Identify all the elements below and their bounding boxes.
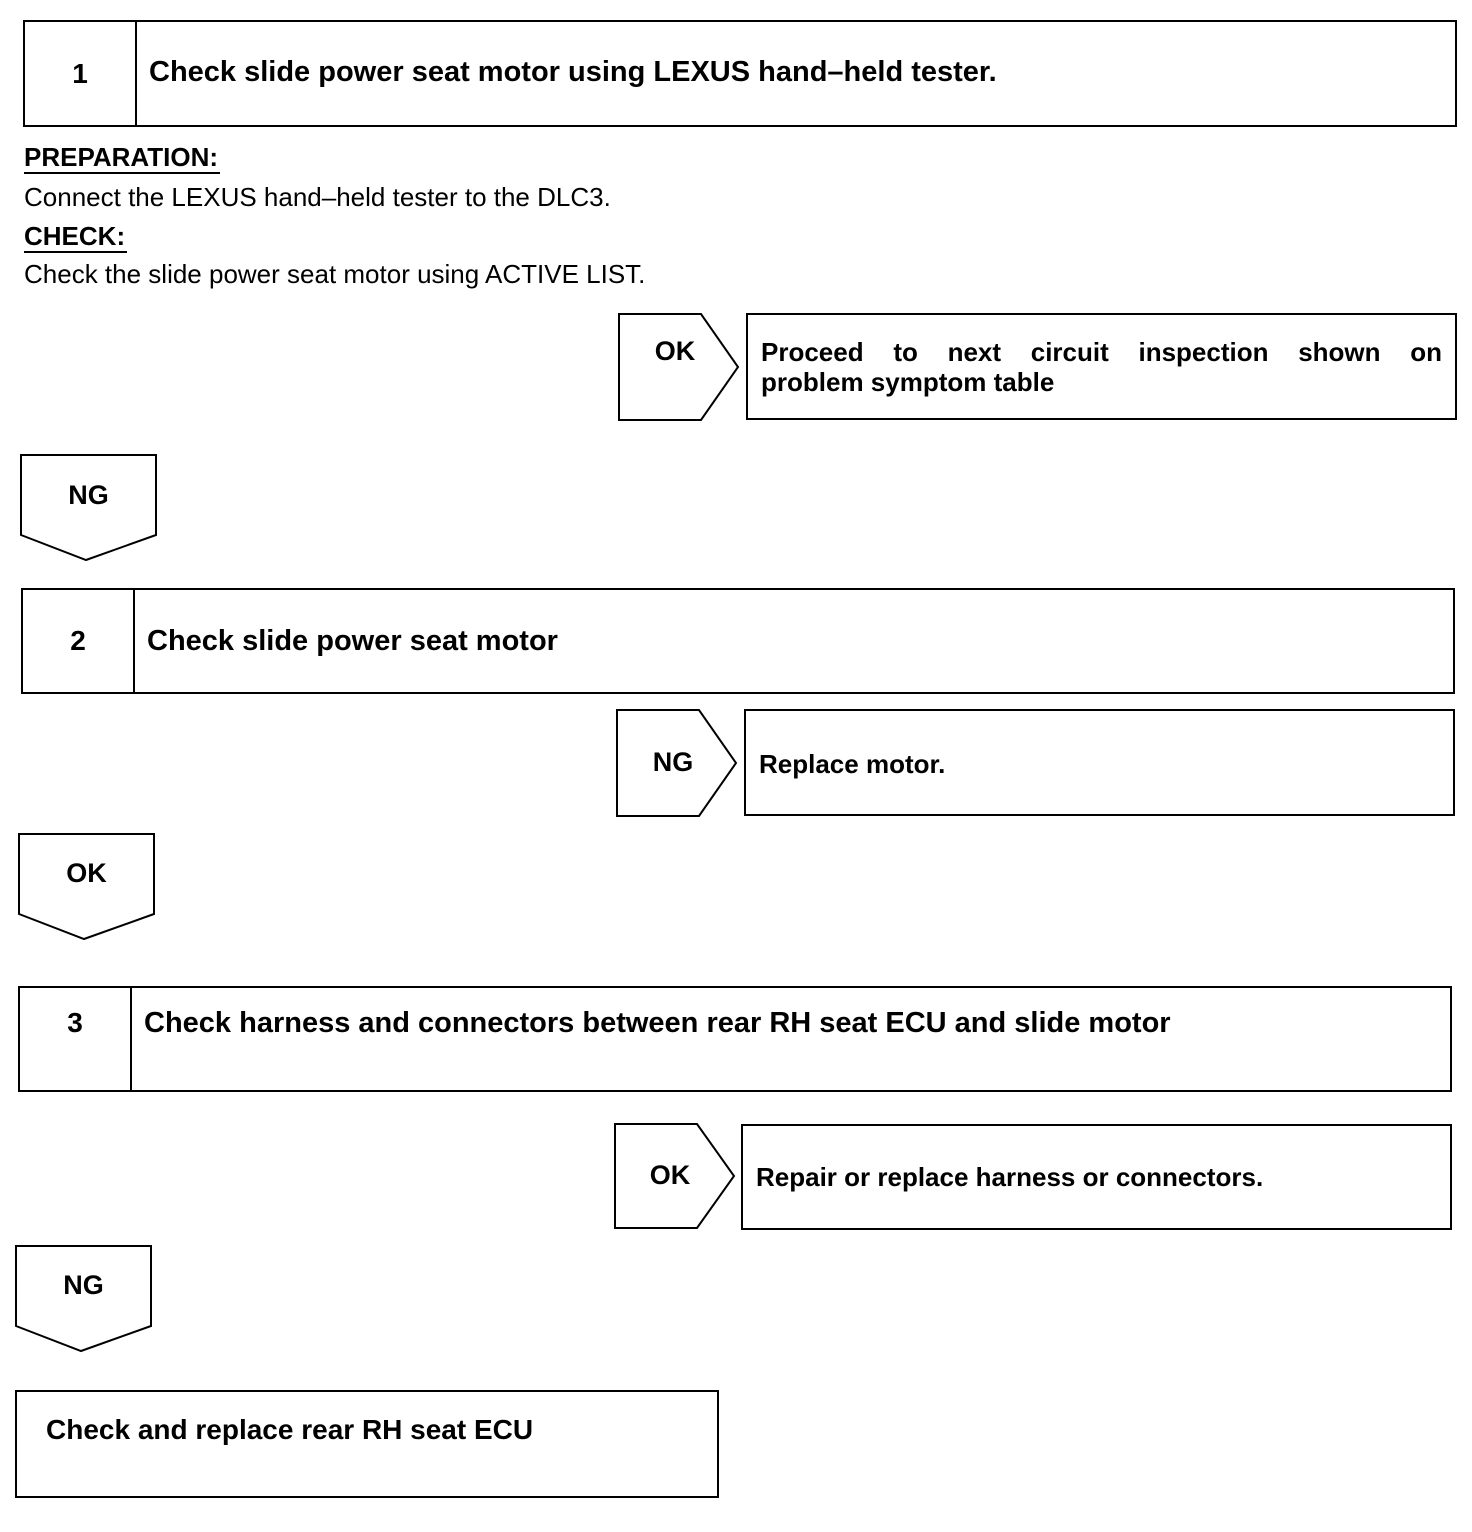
step-3-number: 3 (20, 988, 132, 1090)
final-action-box (15, 1390, 719, 1498)
step-1-number: 1 (25, 22, 137, 125)
step-2-ok-label: OK (66, 858, 107, 888)
step-3-ok-label: OK (649, 1160, 691, 1190)
step-2-number: 2 (23, 590, 135, 692)
step-2-ng-result: Replace motor. (759, 749, 946, 779)
step-1-ok-result-line2: problem symptom table (761, 367, 1055, 397)
step-3-ng-label: NG (63, 1270, 104, 1300)
preparation-text: Connect the LEXUS hand–held tester to the DLC3. (24, 182, 611, 212)
step-1-title: Check slide power seat motor using LEXUS hand–held tester. (149, 56, 997, 88)
preparation-label: PREPARATION: (24, 142, 219, 172)
step-2-ng-label: NG (652, 747, 694, 777)
final-action-text: Check and replace rear RH seat ECU (46, 1414, 534, 1445)
step-1-ok-label: OK (654, 336, 696, 366)
step-1-ng-label: NG (68, 480, 109, 510)
step-1-ok-result-line1: Proceed to next circuit inspection shown on (761, 337, 1442, 367)
step-3-title: Check harness and connectors between rear RH seat ECU and slide motor (144, 1007, 1171, 1039)
step-3-ok-result: Repair or replace harness or connectors. (756, 1162, 1264, 1192)
check-text: Check the slide power seat motor using ACTIVE LIST. (24, 259, 646, 289)
check-label: CHECK: (24, 221, 126, 251)
step-2-title: Check slide power seat motor (147, 625, 558, 657)
